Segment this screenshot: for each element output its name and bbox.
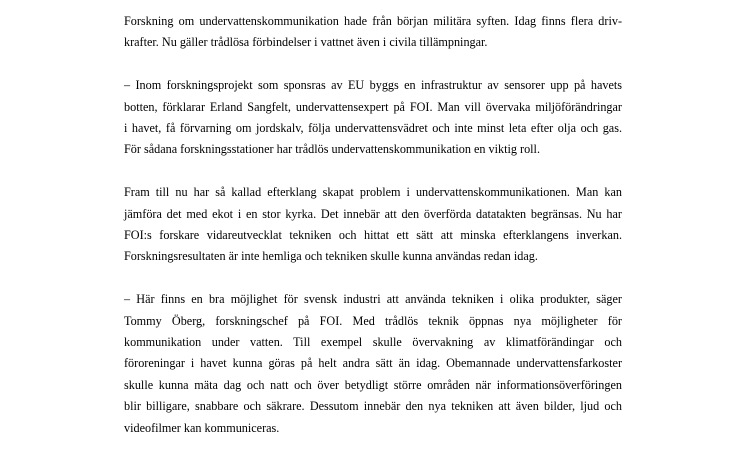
text-line: Fram till nu har så kallad efterklang skapat problem i undervattenskommunikationen. Man kan — [124, 185, 622, 200]
paragraph-industry-quote — [124, 289, 622, 439]
text-line: blir billigare, snabbare och säkrare. Dessutom innebär den nya tekniken att även bilder, ljud och — [124, 399, 622, 414]
text-line: föroreningar i havet kunna göras på helt andra sätt än idag. Obemannade undervattensfarkoster — [124, 356, 622, 371]
text-line: i havet, få förvarning om jordskalv, följa undervattensvädret och inte minst leta efter olja och gas. — [124, 121, 622, 136]
paragraph-military-origins — [124, 11, 622, 54]
text-line: För sådana forskningsstationer har trådlös undervattenskommunikation en viktig roll. — [124, 142, 540, 157]
text-line: videofilmer kan kommuniceras. — [124, 420, 280, 435]
text-line: jämföra det med ekot i en stor kyrka. Det innebär att den överförda datatakten begränsas. Nu har — [124, 206, 622, 221]
text-line: Forskningsresultaten är inte hemliga och tekniken skulle kunna användas redan idag. — [124, 249, 538, 264]
text-line: FOI:s forskare vidareutvecklat tekniken och hittat ett sätt att minska efterklangens inverkan. — [124, 228, 622, 243]
paragraph-eu-sensor-quote — [124, 75, 622, 161]
text-line: – Inom forskningsprojekt som sponsras av EU byggs en infrastruktur av sensorer upp på havets — [124, 78, 622, 93]
text-line: Forskning om undervattenskommunikation hade från början militära syften. Idag finns flera driv- — [124, 14, 622, 28]
text-line: Tommy Öberg, forskningschef på FOI. Med trådlös teknik öppnas nya möjligheter för — [124, 313, 622, 328]
paragraph-reverberation — [124, 182, 622, 268]
text-line: – Här finns en bra möjlighet för svensk industri att använda tekniken i olika produkter, säger — [124, 292, 622, 307]
text-line: krafter. Nu gäller trådlösa förbindelser i vattnet även i civila tillämpningar. — [124, 35, 488, 50]
document-body — [124, 11, 622, 460]
text-line: skulle kunna mäta dag och natt och över betydligt större områden när informationsöverföringen — [124, 377, 622, 392]
text-line: kommunikation under vatten. Till exempel skulle övervakning av klimatförändingar och — [124, 335, 622, 350]
text-line: botten, förklarar Erland Sangfelt, undervattensexpert på FOI. Man vill övervaka miljöförändringar — [124, 99, 622, 114]
